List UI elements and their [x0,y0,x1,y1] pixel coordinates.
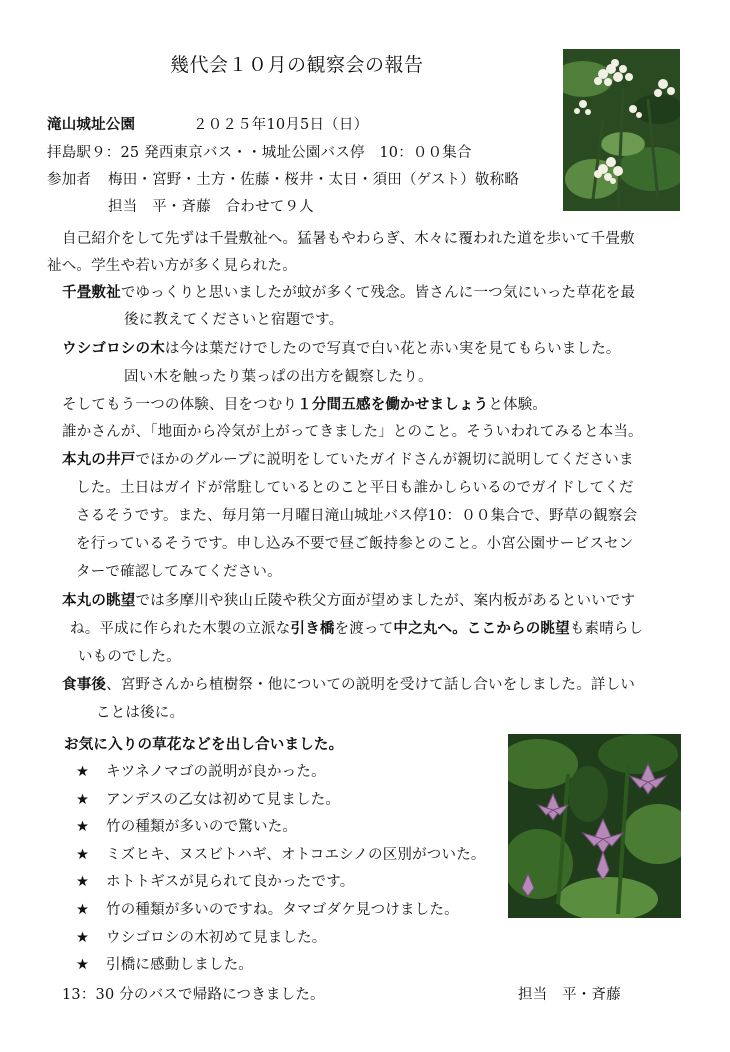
paragraph-line [70,617,643,638]
list-item [76,843,486,864]
page-title: 幾代会１０月の観察会の報告 [170,54,424,76]
paragraph-heading: 本丸の井戸 [62,451,136,468]
paragraph-line: さるそうです。また、毎月第一月曜日滝山城址バス停10：００集合で、野草の観察会 [76,508,638,524]
paragraph-line [62,673,635,694]
list-item-text: ホトトギスが見られて良かったです。 [106,874,355,890]
star-icon: ★ [76,902,90,918]
white-flower-photo [563,49,680,211]
list-item-text: 竹の種類が多いので驚いた。 [106,819,298,835]
paragraph-line [62,337,621,358]
paragraph-line [62,589,635,610]
footer-staff: 担当 平・斉藤 [518,987,621,1003]
star-icon: ★ [76,847,90,863]
paragraph-line [62,393,547,414]
event-date: ２０２５年10月5日（日） [193,117,369,133]
paragraph-line: 固い木を触ったり葉っぱの出方を観察したり。 [124,369,433,385]
closing-line: 13：30 分のバスで帰路につきました。 [62,987,325,1003]
paragraph-emphasis: 引き橋 [290,620,335,637]
toad-lily-photo [508,734,681,918]
paragraph-line: いものでした。 [78,649,181,665]
meeting-info: 拝島駅９：25 発西東京バス・・城址公園バス停 10：００集合 [47,145,472,161]
paragraph-heading: 千畳敷祉 [62,284,121,301]
paragraph-line: した。土日はガイドが常駐しているとのこと平日も誰かしらいるのでガイドしてくだ [76,480,634,496]
paragraph-line: 祉へ。学生や若い方が多く見られた。 [47,258,297,274]
list-item [76,870,354,891]
list-item [76,815,297,836]
list-item [76,898,459,919]
paragraph-heading: 食事後 [62,676,107,693]
place-name: 滝山城址公園 [47,116,136,133]
paragraph-text: 、宮野さんから植樹祭・他についての説明を受けて話し合いをしました。詳しい [106,677,636,693]
list-item [76,760,326,781]
paragraph-text: と体験。 [488,397,548,413]
participants-list: 梅田・宮野・土方・佐藤・桜井・太日・須田（ゲスト）敬称略 [108,172,520,188]
staff-line: 担当 平・斉藤 合わせて９人 [108,199,314,215]
paragraph-line: ターで確認してみてください。 [76,564,282,580]
paragraph-text: でゆっくりと思いましたが蚊が多くて残念。皆さんに一つ気にいった草花を最 [120,285,636,301]
paragraph-text: も素晴らし [569,621,644,637]
paragraph-line: ことは後に。 [96,705,185,721]
star-icon: ★ [76,957,90,973]
paragraph-text: でほかのグループに説明をしていたガイドさんが親切に説明してくださいま [135,452,634,468]
paragraph-text: を渡って [334,621,394,637]
list-item [76,953,253,974]
list-item-text: アンデスの乙女は初めて見ました。 [106,792,341,808]
paragraph-line: 後に教えてくださいと宿題です。 [124,312,344,328]
favorites-heading: お気に入りの草花などを出し合いました。 [64,736,344,753]
star-icon: ★ [76,930,90,946]
paragraph-text: では多摩川や狭山丘陵や秩父方面が望めましたが、案内板があるといいです [135,593,636,609]
paragraph-line: 誰かさんが、「地面から冷気が上がってきました」とのこと。そういわれてみると本当。 [62,424,643,440]
list-item-text: ウシゴロシの木初めて見ました。 [106,930,327,946]
paragraph-text: そしてもう一つの体験、目をつむり [62,397,298,413]
paragraph-heading: ウシゴロシの木 [62,340,165,357]
star-icon: ★ [76,792,90,808]
star-icon: ★ [76,819,90,835]
list-item-text: 引橋に感動しました。 [106,957,253,973]
list-item-text: 竹の種類が多いのですね。タマゴダケ見つけました。 [106,902,459,918]
list-item-text: キツネノマゴの説明が良かった。 [106,764,326,780]
list-item [76,788,340,809]
star-icon: ★ [76,764,90,780]
paragraph-heading: 本丸の眺望 [62,592,136,609]
participants-label: 参加者 [47,172,92,188]
paragraph-line: 自己紹介をして先ずは千畳敷祉へ。猛暑もやわらぎ、木々に覆われた道を歩いて千畳敷 [62,231,635,247]
paragraph-line: を行っているそうです。申し込み不要で昼ご飯持参とのこと。小宮公園サービスセン [76,536,634,552]
star-icon: ★ [76,874,90,890]
paragraph-emphasis: 中之丸へ。ここからの眺望 [393,620,570,637]
paragraph-text: は今は葉だけでしたので写真で白い花と赤い実を見てもらいました。 [164,341,621,357]
paragraph-text: ね。平成に作られた木製の立派な [70,621,291,637]
list-item-text: ミズヒキ、ヌスビトハギ、オトコエシノの区別がついた。 [106,847,486,863]
list-item [76,926,327,947]
paragraph-line [62,281,635,302]
paragraph-emphasis: １分間五感を働かせましょう [297,396,489,413]
paragraph-line [62,448,634,469]
